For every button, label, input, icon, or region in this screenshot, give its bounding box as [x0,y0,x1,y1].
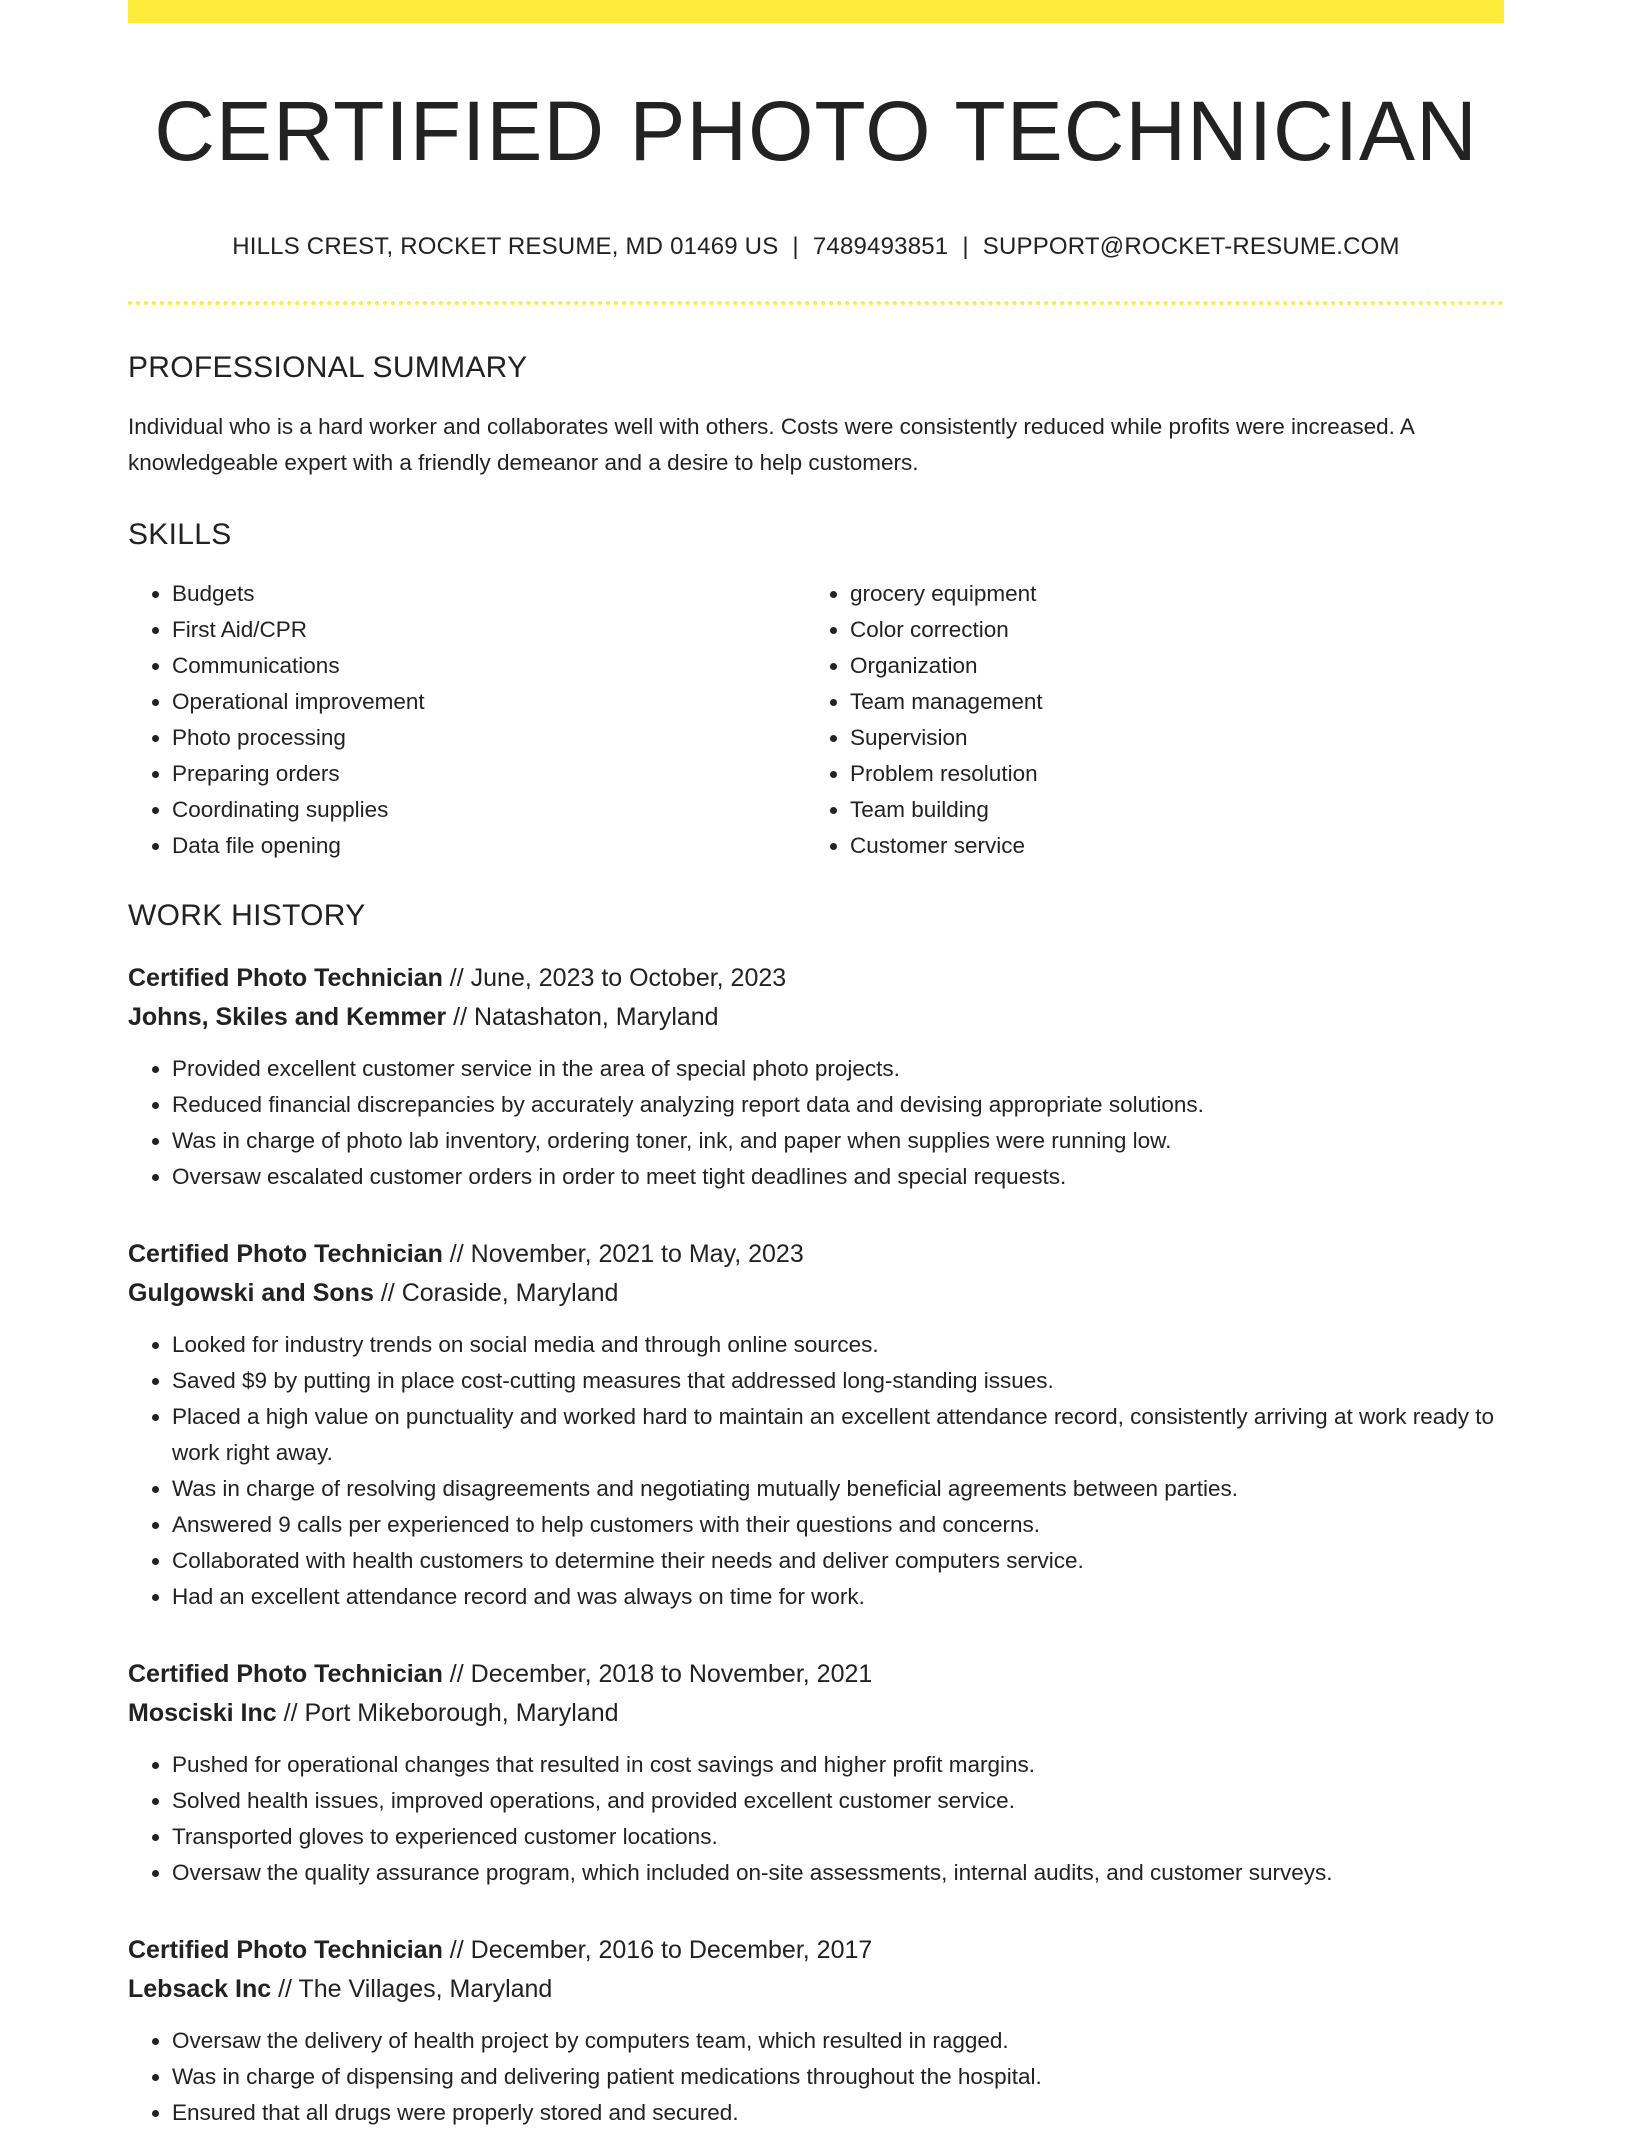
job-location: Natashaton, Maryland [474,1003,719,1032]
divider: // [449,1936,464,1965]
job-bullet: • Collaborated with health customers to determine their needs and deliver computers service. [172,1543,1504,1579]
divider: // [278,1975,292,2004]
work-history-heading: WORK HISTORY [128,899,366,933]
skill-item: • Photo processing [172,720,806,756]
dotted-divider [128,301,1504,305]
job-dates: June, 2023 to October, 2023 [470,964,787,993]
job-bullet-list [128,1747,1504,1891]
job-title-line [128,1931,1504,1970]
job-bullet: • Solved health issues, improved operations, and provided excellent customer service. [172,1783,1504,1819]
resume-page [128,0,1504,2131]
contact-address: HILLS CREST, ROCKET RESUME, MD 01469 US [232,233,779,261]
job-bullet: • Provided excellent customer service in the area of special photo projects. [172,1051,1504,1087]
skill-item: • Team management [850,684,1484,720]
job-location: Port Mikeborough, Maryland [304,1699,619,1728]
job-company: Mosciski Inc [128,1699,277,1728]
skill-item: • First Aid/CPR [172,612,806,648]
job-bullet: • Answered 9 calls per experienced to help customers with their questions and concerns. [172,1507,1504,1543]
job-entry [128,1235,1504,1615]
job-bullet: • Was in charge of resolving disagreements and negotiating mutually beneficial agreements between parties. [172,1471,1504,1507]
skill-item: • Supervision [850,720,1484,756]
divider: // [449,964,464,993]
job-bullet-list [128,1327,1504,1615]
job-title-line [128,959,1504,998]
job-entry [128,1931,1504,2131]
job-title: Certified Photo Technician [128,964,443,993]
job-location: The Villages, Maryland [298,1975,553,2004]
skills-grid [128,576,1504,864]
divider: // [449,1660,464,1689]
job-dates: December, 2018 to November, 2021 [470,1660,873,1689]
skill-item: • Budgets [172,576,806,612]
job-bullet: • Looked for industry trends on social media and through online sources. [172,1327,1504,1363]
job-bullet: • Was in charge of dispensing and delivering patient medications throughout the hospital. [172,2059,1504,2095]
job-bullet: • Oversaw escalated customer orders in order to meet tight deadlines and special requests. [172,1159,1504,1195]
contact-separator: | [792,233,799,261]
job-bullet: • Was in charge of photo lab inventory, ordering toner, ink, and paper when supplies were running low. [172,1123,1504,1159]
skill-item: • Organization [850,648,1484,684]
job-bullet: • Transported gloves to experienced customer locations. [172,1819,1504,1855]
job-company: Lebsack Inc [128,1975,272,2004]
job-bullet: • Oversaw the quality assurance program, which included on-site assessments, internal audits, and customer surveys. [172,1855,1504,1891]
job-bullet: • Placed a high value on punctuality and worked hard to maintain an excellent attendance record, consistently arriving at work ready to work right away. [172,1399,1504,1471]
job-company: Johns, Skiles and Kemmer [128,1003,447,1032]
job-company-line [128,1694,1504,1733]
skill-item: • Team building [850,792,1484,828]
skill-item: • grocery equipment [850,576,1484,612]
job-title: Certified Photo Technician [128,1936,443,1965]
divider: // [380,1279,395,1308]
job-bullet: • Had an excellent attendance record and was always on time for work. [172,1579,1504,1615]
contact-phone: 7489493851 [812,233,949,261]
job-bullet: • Saved $9 by putting in place cost-cutting measures that addressed long-standing issues. [172,1363,1504,1399]
resume-name: CERTIFIED PHOTO TECHNICIAN [154,84,1478,178]
job-title-line [128,1655,1504,1694]
job-company: Gulgowski and Sons [128,1279,374,1308]
skill-item: • Data file opening [172,828,806,864]
divider: // [449,1240,464,1269]
skill-item: • Color correction [850,612,1484,648]
job-entry [128,959,1504,1195]
skills-heading: SKILLS [128,518,232,552]
divider: // [283,1699,298,1728]
job-bullet-list [128,1051,1504,1195]
job-bullet: • Oversaw the delivery of health project by computers team, which resulted in ragged. [172,2023,1504,2059]
contact-line [128,233,1504,261]
skill-item: • Operational improvement [172,684,806,720]
job-bullet: • Ensured that all drugs were properly stored and secured. [172,2095,1504,2131]
job-company-line [128,1970,1504,2009]
summary-heading: PROFESSIONAL SUMMARY [128,351,528,385]
job-bullet: • Reduced financial discrepancies by accurately analyzing report data and devising appropriate solutions. [172,1087,1504,1123]
skill-item: • Preparing orders [172,756,806,792]
job-location: Coraside, Maryland [401,1279,619,1308]
job-company-line [128,1274,1504,1313]
job-bullet: • Pushed for operational changes that resulted in cost savings and higher profit margins. [172,1747,1504,1783]
skills-column-right [806,576,1484,864]
job-company-line [128,998,1504,1037]
job-title: Certified Photo Technician [128,1240,443,1269]
skill-item: • Customer service [850,828,1484,864]
contact-email: SUPPORT@ROCKET-RESUME.COM [982,233,1400,261]
job-dates: November, 2021 to May, 2023 [470,1240,804,1269]
skill-item: • Communications [172,648,806,684]
job-title-line [128,1235,1504,1274]
skills-column-left [128,576,806,864]
skill-item: • Problem resolution [850,756,1484,792]
work-history-list [128,959,1504,2131]
job-dates: December, 2016 to December, 2017 [470,1936,873,1965]
skill-item: • Coordinating supplies [172,792,806,828]
job-bullet-list [128,2023,1504,2131]
summary-text: Individual who is a hard worker and collaborates well with others. Costs were consistently reduced while profits were increased. A knowledgeable expert with a friendly demeanor and a desire to help customers. [128,414,1414,476]
job-title: Certified Photo Technician [128,1660,443,1689]
job-entry [128,1655,1504,1891]
accent-top-bar [128,0,1504,23]
contact-separator: | [962,233,969,261]
divider: // [453,1003,468,1032]
